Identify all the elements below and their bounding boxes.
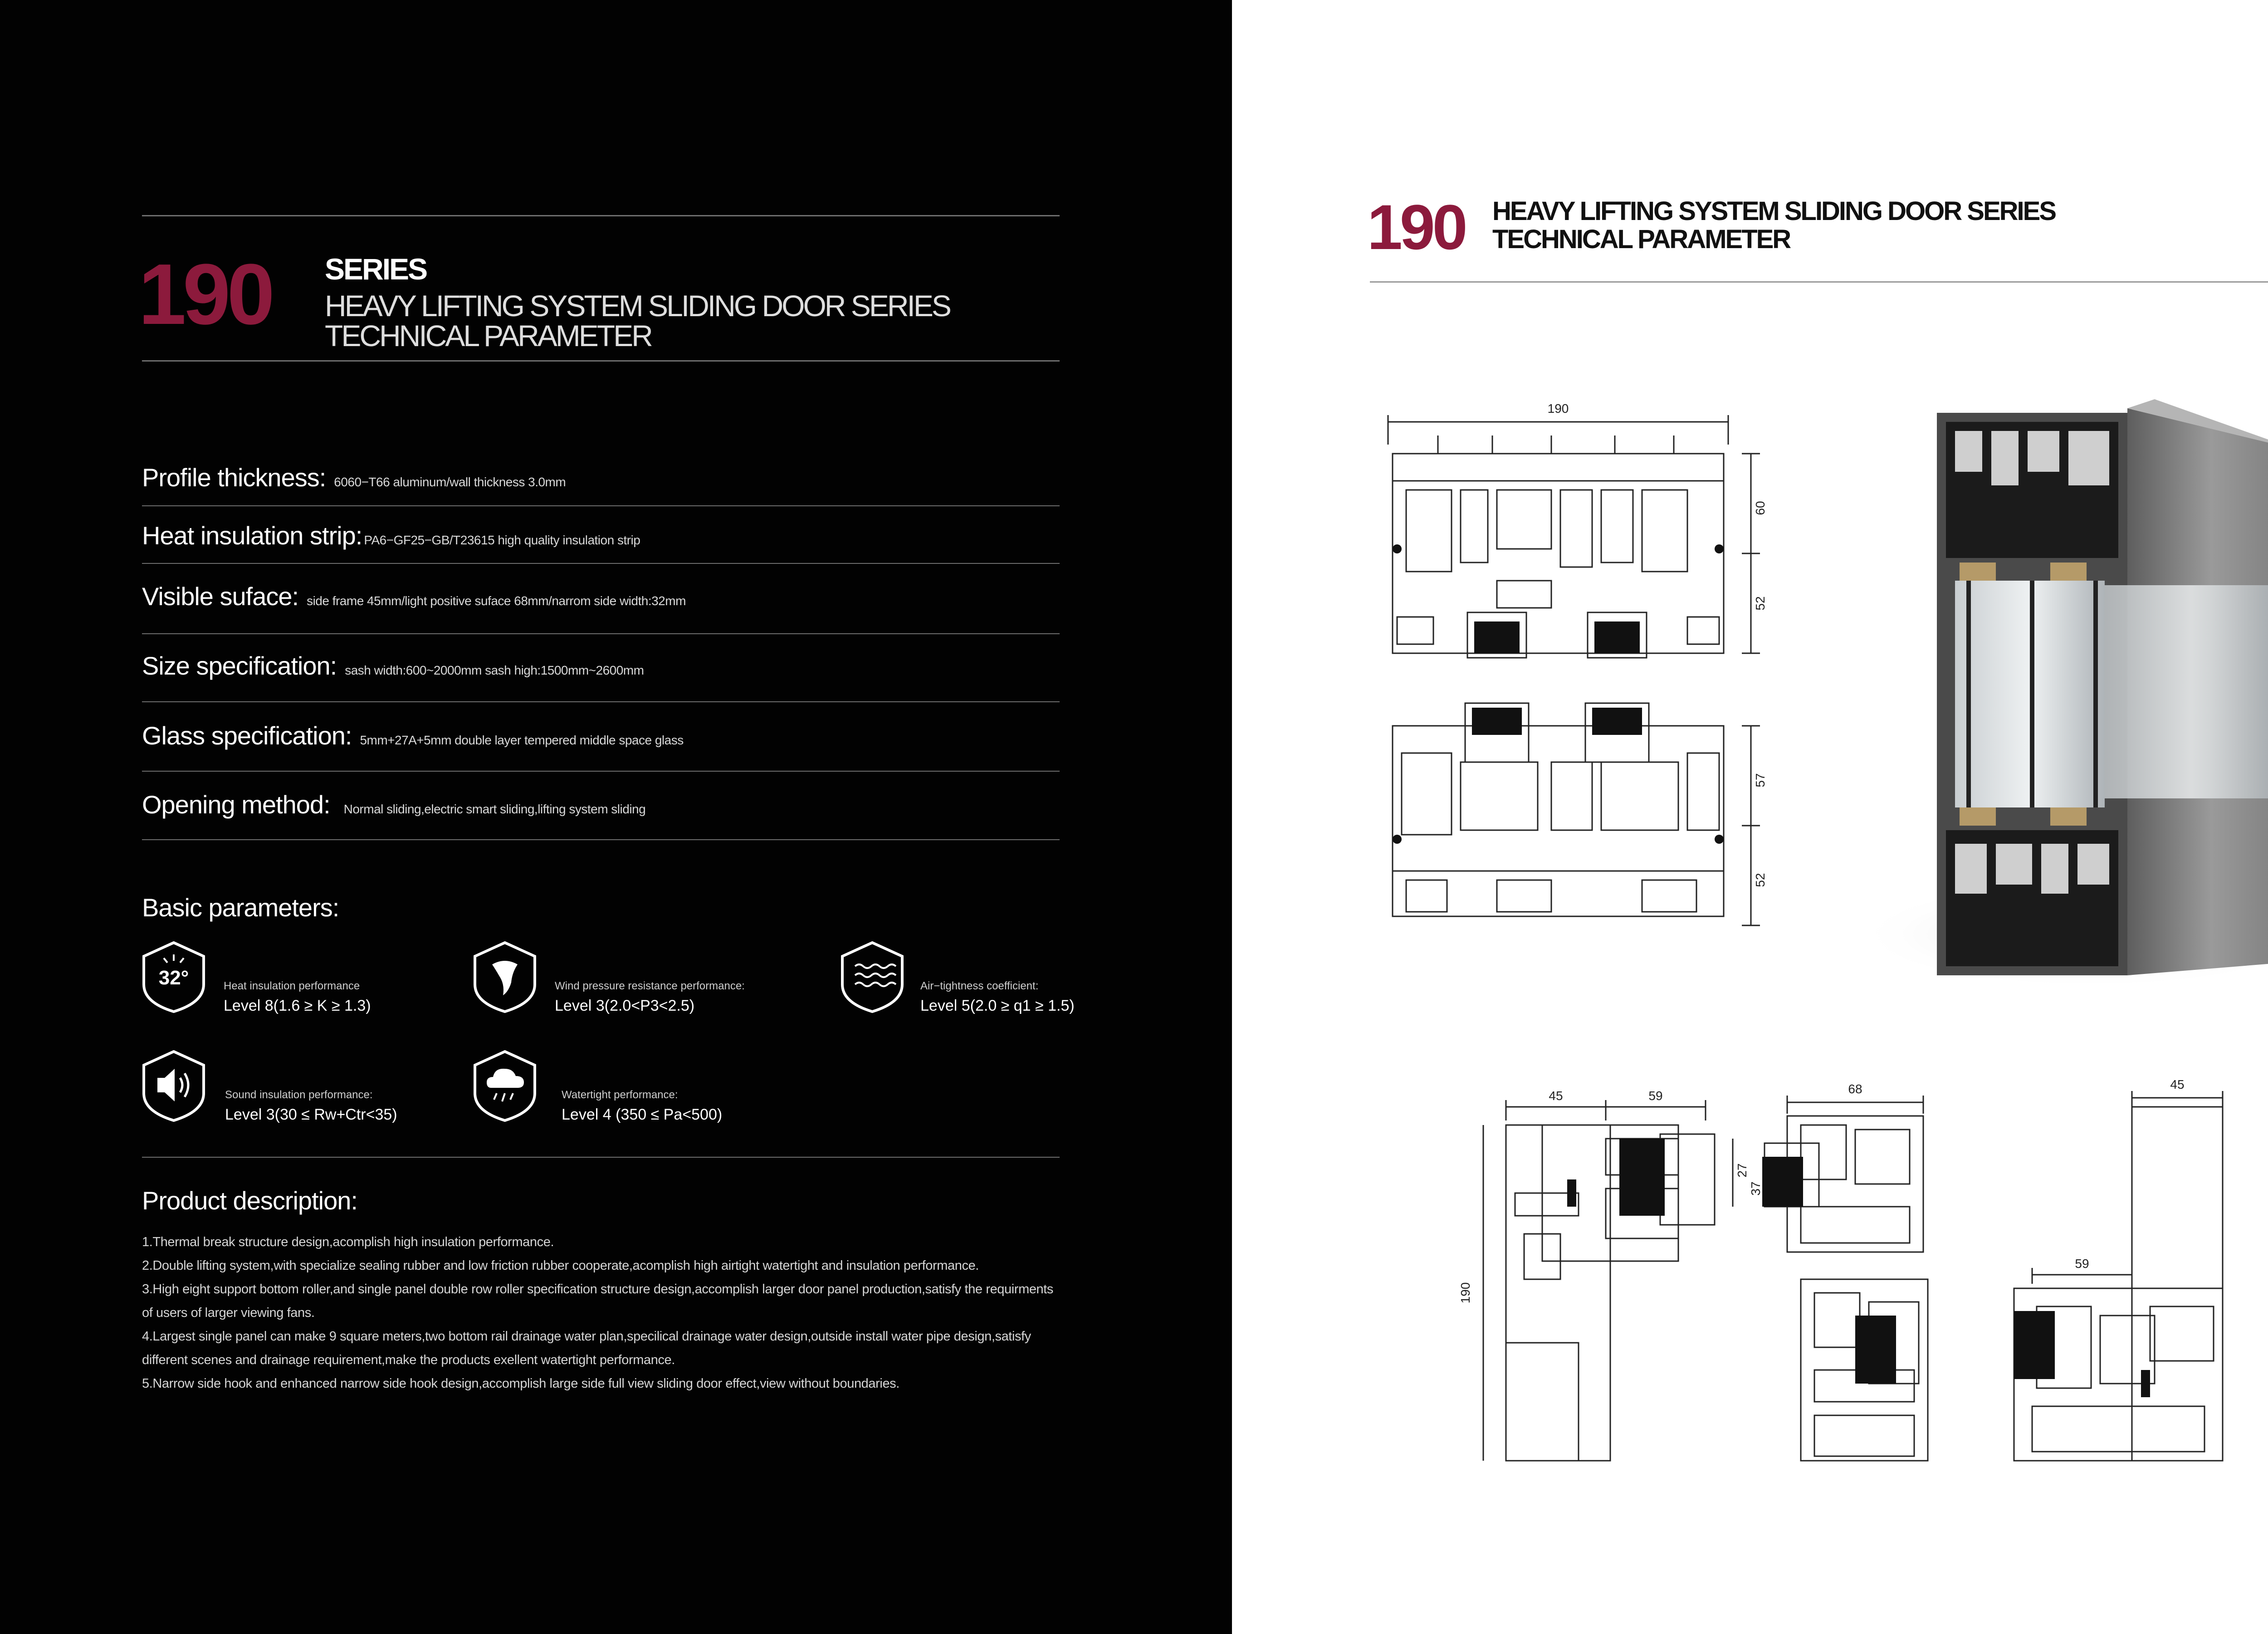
wind-icon: [473, 941, 537, 1013]
spec-divider: [142, 563, 1060, 564]
param-value: Level 5(2.0 ≥ q1 ≥ 1.5): [920, 997, 1075, 1014]
product-description: [142, 1230, 1061, 1395]
param-label: Sound insulation performance:: [225, 1089, 373, 1101]
subtitle-line2: TECHNICAL PARAMETER: [325, 319, 651, 352]
spec-divider: [142, 633, 1060, 634]
rain-icon: [473, 1050, 537, 1122]
param-watertight: [473, 1050, 791, 1154]
basic-parameters-title: Basic parameters:: [142, 893, 339, 922]
param-value: Level 4 (350 ≤ Pa<500): [562, 1106, 723, 1123]
spec-label: Heat insulation strip:: [142, 521, 362, 550]
dim-e: 190: [1458, 1282, 1472, 1304]
dim-b: 59: [1648, 1089, 1663, 1103]
right-title-line2: TECHNICAL PARAMETER: [1492, 225, 1790, 254]
dim-h3: 57: [1753, 773, 1767, 788]
spec-value: sash width:600~2000mm sash high:1500mm~2600mm: [345, 663, 644, 677]
param-sound-insulation: [142, 1050, 459, 1154]
spec-heat-insulation-strip: [142, 521, 1058, 557]
temperature-icon: [142, 941, 205, 1013]
dim-h2: 52: [1753, 596, 1767, 611]
param-value: Level 3(2.0<P3<2.5): [555, 997, 695, 1014]
dim-h: 59: [2075, 1257, 2089, 1271]
param-label: Wind pressure resistance performance:: [555, 980, 745, 992]
spec-value: side frame 45mm/light positive suface 68mm/narrom side width:32mm: [307, 594, 686, 608]
param-heat-insulation: [142, 941, 459, 1045]
param-label: Air−tightness coefficient:: [920, 980, 1039, 992]
param-value: Level 8(1.6 ≥ K ≥ 1.3): [224, 997, 371, 1014]
spec-label: Opening method:: [142, 790, 330, 819]
desc-item: 5.Narrow side hook and enhanced narrow side hook design,accomplish large side full view sliding door effect,view without boundaries.: [142, 1376, 899, 1391]
param-wind-pressure: [473, 941, 791, 1045]
spec-glass-specification: [142, 721, 1058, 757]
temperature-icon-text: 32°: [158, 967, 189, 989]
spec-divider: [142, 505, 1060, 506]
detail-drawings: [1458, 1077, 2268, 1497]
cross-section-drawing: [1379, 390, 1787, 934]
air-icon: [841, 941, 904, 1013]
spec-profile-thickness: [142, 463, 1058, 499]
spec-value: Normal sliding,electric smart sliding,lifting system sliding: [343, 802, 646, 816]
desc-item: 2.Double lifting system,with specialize sealing rubber and low friction rubber cooperate,acomplish high airtight watertight and insulation performance.: [142, 1258, 979, 1273]
params-divider: [142, 1157, 1060, 1158]
series-number: 190: [138, 246, 272, 342]
desc-item: 3.High eight support bottom roller,and single panel double row roller specification structure design,accomplish larger door panel production,satisfy the requirments of users of larger viewing fans.: [142, 1282, 1054, 1320]
right-title-line1: HEAVY LIFTING SYSTEM SLIDING DOOR SERIES: [1492, 196, 2056, 226]
dim-d: 37: [1749, 1181, 1763, 1196]
param-label: Watertight performance:: [562, 1089, 678, 1101]
spec-divider: [142, 771, 1060, 772]
spec-label: Size specification:: [142, 651, 337, 680]
spec-value: 6060−T66 aluminum/wall thickness 3.0mm: [334, 475, 566, 489]
sound-icon: [142, 1050, 205, 1122]
right-series-number: 190: [1367, 191, 1465, 263]
spec-value: 5mm+27A+5mm double layer tempered middle space glass: [360, 733, 684, 747]
product-description-title: Product description:: [142, 1186, 357, 1215]
dim-a: 45: [1549, 1089, 1563, 1103]
spec-value: PA6−GF25−GB/T23615 high quality insulation strip: [364, 533, 640, 547]
spec-opening-method: [142, 790, 1058, 826]
param-label: Heat insulation performance: [224, 980, 360, 992]
dim-f: 68: [1848, 1082, 1862, 1096]
dim-g: 45: [2170, 1077, 2185, 1091]
dim-h1: 60: [1753, 501, 1767, 515]
dim-h4: 52: [1753, 873, 1767, 887]
param-air-tightness: [841, 941, 1158, 1045]
spec-divider: [142, 701, 1060, 702]
desc-item: 1.Thermal break structure design,acomplish high insulation performance.: [142, 1235, 554, 1249]
spec-label: Profile thickness:: [142, 463, 326, 492]
spec-label: Glass specification:: [142, 721, 352, 750]
spec-visible-surface: [142, 582, 1058, 618]
spec-label: Visible suface:: [142, 582, 299, 611]
right-header-rule: [1370, 281, 2268, 283]
desc-item: 4.Largest single panel can make 9 square meters,two bottom rail drainage water plan,specilical drainage water design,outside install water pipe design,satisfy different scenes and drainage requirement,make the products exellent watertight performance.: [142, 1329, 1031, 1367]
header-bottom-rule: [142, 360, 1060, 362]
profile-render-image: [1837, 372, 2268, 1007]
spec-divider: [142, 839, 1060, 840]
spec-size-specification: [142, 651, 1058, 687]
subtitle-line1: HEAVY LIFTING SYSTEM SLIDING DOOR SERIES: [325, 289, 950, 323]
param-value: Level 3(30 ≤ Rw+Ctr<35): [225, 1106, 397, 1123]
series-label: SERIES: [325, 252, 427, 286]
dim-c: 27: [1735, 1163, 1749, 1178]
dim-width: 190: [1547, 401, 1569, 416]
top-rule: [142, 215, 1060, 216]
